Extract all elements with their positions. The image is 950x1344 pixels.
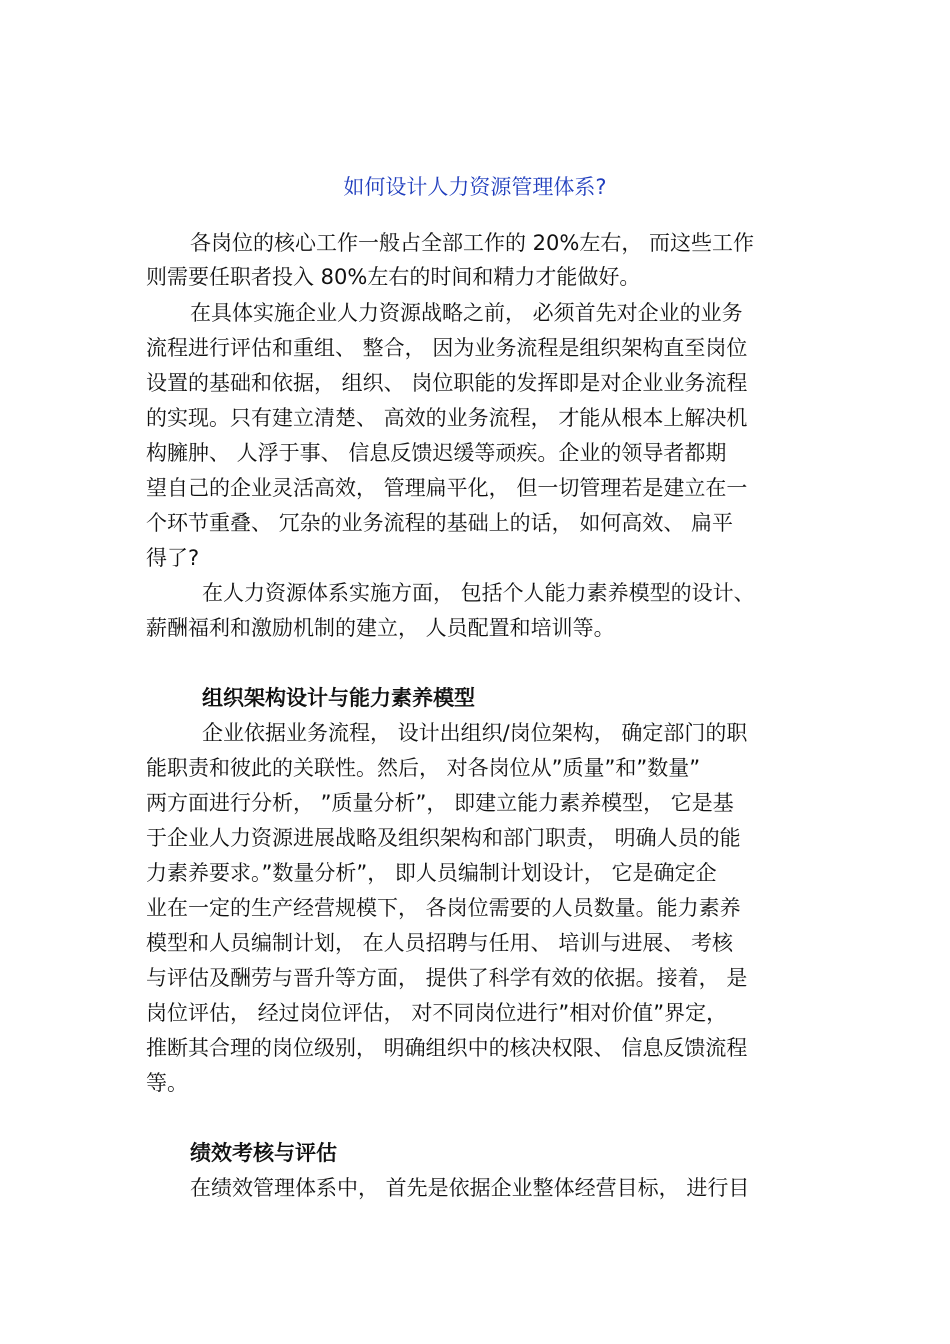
body-line: 岗位评估， 经过岗位评估， 对不同岗位进行”相对价值”界定，	[146, 1001, 728, 1025]
section-heading: 组织架构设计与能力素养模型	[202, 686, 475, 710]
body-line: 构臃肿、 人浮于事、 信息反馈迟缓等顽疾。企业的领导者都期	[146, 441, 727, 465]
body-line: 力素养要求。”数量分析”， 即人员编制计划设计， 它是确定企	[146, 861, 717, 885]
document-title: 如何设计人力资源管理体系?	[343, 175, 607, 199]
body-line: 在具体实施企业人力资源战略之前， 必须首先对企业的业务	[190, 301, 743, 325]
body-line: 设置的基础和依据， 组织、 岗位职能的发挥即是对企业业务流程	[146, 371, 748, 395]
body-line: 业在一定的生产经营规模下， 各岗位需要的人员数量。能力素养	[146, 896, 741, 920]
body-line: 于企业人力资源进展战略及组织架构和部门职责， 明确人员的能	[146, 826, 741, 850]
body-line: 推断其合理的岗位级别， 明确组织中的核决权限、 信息反馈流程	[146, 1036, 748, 1060]
body-line: 与评估及酬劳与晋升等方面， 提供了科学有效的依据。接着， 是	[146, 966, 748, 990]
body-line: 企业依据业务流程， 设计出组织/岗位架构， 确定部门的职	[202, 721, 748, 745]
body-line: 两方面进行分析， ”质量分析”， 即建立能力素养模型， 它是基	[146, 791, 734, 815]
body-line: 得了?	[146, 546, 200, 570]
section-heading: 绩效考核与评估	[190, 1141, 337, 1165]
body-line: 在绩效管理体系中， 首先是依据企业整体经营目标， 进行目	[190, 1176, 750, 1200]
body-line: 望自己的企业灵活高效， 管理扁平化， 但一切管理若是建立在一	[146, 476, 748, 500]
body-line: 则需要任职者投入 80%左右的时间和精力才能做好。	[146, 265, 641, 289]
body-line: 流程进行评估和重组、 整合， 因为业务流程是组织架构直至岗位	[146, 336, 748, 360]
body-line: 薪酬福利和激励机制的建立， 人员配置和培训等。	[146, 616, 615, 640]
body-line: 模型和人员编制计划， 在人员招聘与任用、 培训与进展、 考核	[146, 931, 734, 955]
body-line: 各岗位的核心工作一般占全部工作的 20%左右， 而这些工作	[190, 231, 755, 255]
body-line: 在人力资源体系实施方面， 包括个人能力素养模型的设计、	[202, 581, 755, 605]
body-line: 能职责和彼此的关联性。然后， 对各岗位从”质量”和”数量”	[146, 756, 701, 780]
body-line: 个环节重叠、 冗杂的业务流程的基础上的话， 如何高效、 扁平	[146, 511, 734, 535]
body-line: 的实现。只有建立清楚、 高效的业务流程， 才能从根本上解决机	[146, 406, 748, 430]
body-line: 等。	[146, 1071, 188, 1095]
